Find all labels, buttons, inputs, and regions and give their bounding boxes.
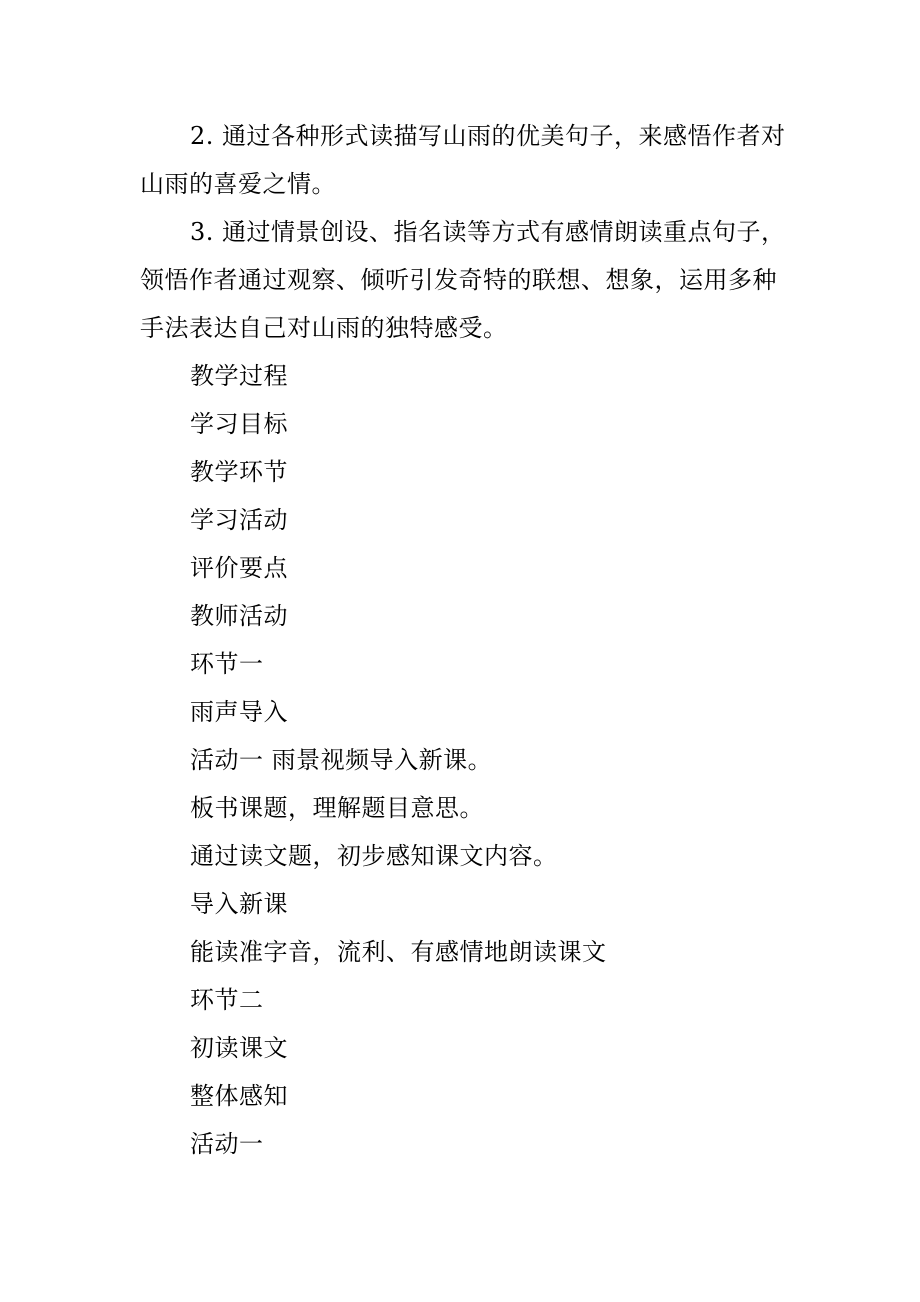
stage-one-title: 雨声导入 [190,698,288,726]
table-cell-teacher-activity: 教师活动 [190,602,288,630]
table-cell-teaching-process: 教学过程 [190,362,288,390]
table-cell-learning-goals: 学习目标 [190,410,288,438]
stage-two-title: 初读课文 [190,1034,288,1062]
stage-two-heading: 环节二 [190,986,264,1014]
activity-one-description: 活动一 雨景视频导入新课。 [190,746,493,774]
objective-3-text: 3. 通过情景创设、指名读等方式有感情朗读重点句子，领悟作者通过观察、倾听引发奇特的联想、想象，运用多种手法表达自己对山雨的独特感受。 [140,218,786,342]
objective-paragraph-2 [140,112,790,208]
stage-two-subtitle: 整体感知 [190,1082,288,1110]
stage-one-heading: 环节一 [190,650,264,678]
objective-2-text: 2. 通过各种形式读描写山雨的优美句子，来感悟作者对山雨的喜爱之情。 [140,122,786,198]
teacher-activity-intro: 导入新课 [190,890,288,918]
table-cell-learning-activity: 学习活动 [190,506,288,534]
activity-step-board-title: 板书课题，理解题目意思。 [190,794,484,822]
objective-paragraph-3 [140,208,790,352]
evaluation-point-reading: 能读准字音，流利、有感情地朗读课文 [190,938,607,966]
activity-step-read-title: 通过读文题，初步感知课文内容。 [190,842,558,870]
stage-two-activity-one: 活动一 [190,1130,264,1158]
table-cell-evaluation-points: 评价要点 [190,554,288,582]
table-cell-teaching-stage: 教学环节 [190,458,288,486]
